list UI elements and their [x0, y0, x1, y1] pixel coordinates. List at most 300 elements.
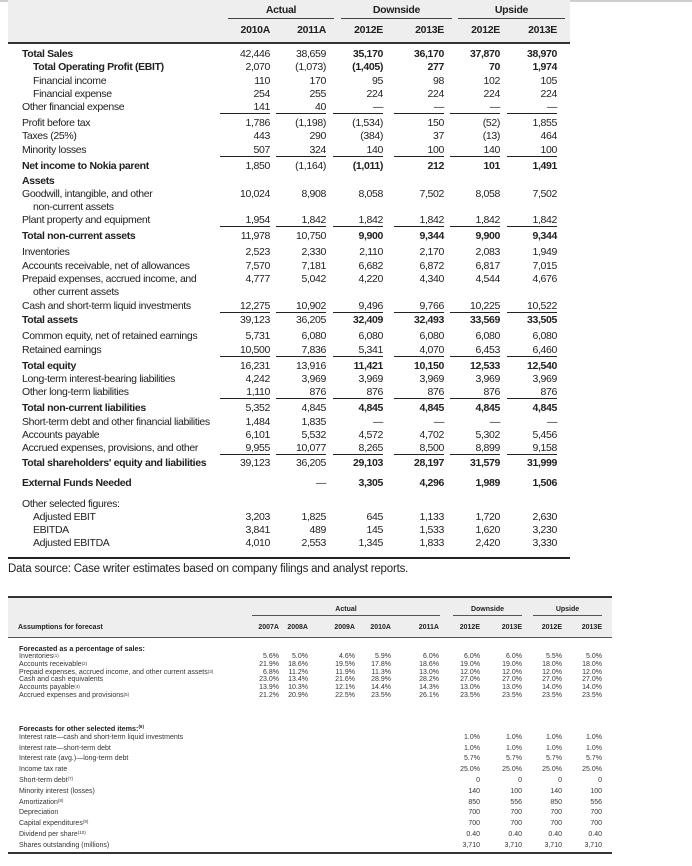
row-label-text: Interest rate (avg.)—long-term debt [19, 755, 129, 763]
row-label [19, 841, 109, 852]
cell-value: 23.5% [371, 691, 391, 699]
cell-value: 6,080 [475, 330, 500, 343]
cell-value: 18.6% [288, 660, 308, 668]
section-heading-text: Forecasts for other selected items: [19, 723, 139, 733]
cell-value: 6,080 [301, 330, 326, 343]
table-row [0, 246, 692, 259]
cell-value: 36,170 [413, 48, 444, 60]
cell-value: 10.3% [288, 684, 308, 692]
row-label [19, 819, 88, 830]
cell-value: 38,970 [526, 48, 557, 60]
cell-value: 100 [590, 787, 602, 795]
cell-value: 1.0% [546, 733, 562, 741]
row-label: Total Operating Profit (EBIT) [33, 61, 164, 74]
cell-value: — [394, 101, 444, 114]
cell-value: 850 [550, 798, 562, 806]
assumptions-table-body [0, 644, 692, 852]
row-label [19, 661, 87, 669]
cell-value: 1.0% [586, 733, 602, 741]
financials-table-body [0, 48, 692, 551]
table-row [0, 776, 692, 787]
cell-value: 140 [333, 144, 383, 157]
row-label-text: Minority interest (losses) [19, 787, 95, 795]
cell-value: 700 [590, 809, 602, 817]
cell-value: 12.0% [542, 668, 562, 676]
cell-value: 2,170 [419, 246, 444, 259]
cell-value: 13.0% [460, 684, 480, 692]
cell-value: 110 [254, 74, 270, 87]
cell-value: 12.1% [335, 684, 355, 692]
cell-value: 14.0% [542, 684, 562, 692]
cell-value: 9,344 [419, 230, 444, 243]
cell-value: 4,544 [475, 273, 500, 285]
cell-value: 3,330 [532, 537, 557, 550]
cell-value: 10,225 [450, 300, 500, 313]
cell-value: 4,845 [419, 402, 444, 415]
cell-value: 1,825 [301, 510, 326, 523]
year-header: 2013E [528, 24, 557, 36]
cell-value: 876 [450, 386, 500, 399]
cell-value: 224 [427, 87, 444, 100]
cell-value: (1,534) [352, 117, 383, 130]
year-header: 2011A [297, 24, 326, 36]
table-row [0, 830, 692, 841]
row-label [19, 744, 111, 755]
row-label: Inventories [22, 246, 70, 259]
cell-value: 9,496 [333, 300, 383, 313]
cell-value: 0 [518, 776, 522, 784]
data-source-note: Data source: Case writer estimates based on company filings and analyst reports. [8, 563, 409, 575]
cell-value: 21.6% [335, 676, 355, 684]
cell-value: 12,540 [526, 359, 557, 372]
assumptions-title: Assumptions for forecast [18, 624, 103, 631]
cell-value: 4,340 [419, 273, 444, 285]
cell-value: 21.2% [259, 691, 279, 699]
cell-value: 11,978 [240, 230, 270, 243]
cell-value: 6,682 [358, 259, 383, 272]
cell-value: 9,955 [220, 442, 270, 455]
section-heading [0, 724, 692, 733]
cell-value: 1,484 [245, 415, 270, 428]
cell-value: 8,058 [358, 187, 383, 200]
cell-value: 1,835 [301, 415, 326, 428]
cell-value: 5,042 [301, 273, 326, 285]
cell-value: 9,344 [532, 230, 557, 243]
year-header: 2008A [287, 624, 308, 631]
cell-value: 102 [483, 74, 500, 87]
cell-value: 13.0% [502, 684, 522, 692]
cell-value: — [489, 415, 500, 428]
row-label [19, 754, 128, 765]
group-actual: Actual [252, 606, 440, 616]
row-label: Accounts receivable, net of allowances [22, 259, 190, 272]
row-label [19, 669, 213, 677]
cell-value: 8,265 [333, 442, 383, 455]
cell-value: 255 [309, 87, 326, 100]
footnote-marker: (10) [77, 829, 86, 835]
cell-value: 290 [309, 130, 326, 143]
cell-value: 10,522 [507, 300, 557, 313]
cell-value: 6.0% [506, 653, 522, 660]
row-label-text: Short-term debt [19, 776, 68, 784]
table-row [0, 175, 692, 188]
cell-value: 1,786 [245, 117, 270, 130]
cell-value: 2,420 [475, 537, 500, 550]
cell-value: 0.40 [548, 830, 562, 838]
cell-value: 2,083 [475, 246, 500, 259]
section-spacer [0, 700, 692, 724]
cell-value: 3,710 [462, 841, 480, 849]
cell-value: 5.7% [586, 755, 602, 763]
row-label-text: Interest rate—short-term debt [19, 744, 111, 752]
cell-value: 27.0% [582, 676, 602, 684]
row-label: Adjusted EBIT [33, 510, 96, 523]
cell-value: 23.0% [259, 676, 279, 684]
cell-value: 5,302 [475, 428, 500, 441]
row-label: Total shareholders' equity and liabilities [22, 456, 207, 469]
cell-value: 6.0% [423, 653, 439, 660]
table-row [0, 787, 692, 798]
cell-value: 5.7% [546, 755, 562, 763]
cell-value: 4,010 [245, 537, 270, 550]
cell-value: 1,133 [419, 510, 444, 523]
cell-value: 556 [590, 798, 602, 806]
cell-value: (1,198) [295, 117, 326, 130]
row-label [19, 808, 58, 819]
cell-value: 9,900 [358, 230, 383, 243]
cell-value: 27.0% [542, 676, 562, 684]
cell-value: 700 [468, 820, 480, 828]
year-header: 2013E [581, 624, 602, 631]
table-row [0, 661, 692, 669]
section-heading [0, 644, 692, 653]
row-label: Plant property and equipment [22, 214, 150, 227]
cell-value: 13.0% [419, 668, 439, 676]
cell-value: 6,817 [475, 259, 500, 272]
group-upside: Upside [533, 606, 602, 616]
row-label: Assets [22, 174, 55, 187]
cell-value: 5.7% [506, 755, 522, 763]
cell-value: 38,659 [295, 48, 326, 60]
table-row [0, 144, 692, 157]
cell-value: (13) [482, 130, 500, 143]
row-label: Cash and short-term liquid investments [22, 299, 191, 312]
table-row [0, 653, 692, 661]
row-label [19, 787, 95, 798]
cell-value: 5.7% [464, 755, 480, 763]
table-row [0, 429, 692, 442]
table-row [0, 744, 692, 755]
table-row [0, 798, 692, 809]
table-row [0, 684, 692, 692]
cell-value: 876 [276, 386, 326, 399]
row-label-text: Accounts receivable [19, 660, 82, 668]
row-label: Financial income [33, 74, 107, 87]
cell-value: 10,077 [276, 442, 326, 455]
table-row [0, 344, 692, 357]
cell-value: 2,553 [301, 537, 326, 550]
year-header: 2010A [370, 624, 391, 631]
cell-value: 1,855 [532, 117, 557, 130]
cell-value: 7,502 [419, 187, 444, 200]
cell-value: 25.0% [582, 766, 602, 774]
section-heading-label [19, 644, 145, 653]
table-row [0, 676, 692, 684]
cell-value: 100 [510, 787, 522, 795]
footnote-marker: (3) [207, 668, 214, 674]
cell-value: 9,900 [475, 230, 500, 243]
cell-value: 4,296 [419, 477, 444, 490]
cell-value: 140 [550, 787, 562, 795]
cell-value: 0.40 [508, 830, 522, 838]
cell-value: 1,620 [475, 524, 500, 537]
cell-value: 20.9% [288, 691, 308, 699]
footnote-marker: (1) [53, 653, 59, 658]
cell-value: 7,836 [276, 344, 326, 357]
table-row [0, 416, 692, 429]
row-label [19, 733, 183, 744]
year-header: 2010A [240, 24, 270, 36]
year-header: 2013E [501, 624, 522, 631]
table-row [0, 669, 692, 677]
year-header: 2012E [471, 24, 500, 36]
cell-value: 1.0% [464, 744, 480, 752]
cell-value: 2,070 [245, 61, 270, 74]
table-row [0, 214, 692, 227]
cell-value: 464 [540, 130, 557, 143]
cell-value: (1,164) [295, 159, 326, 172]
row-label [19, 692, 129, 700]
cell-value: 6,460 [507, 344, 557, 357]
cell-value: 1,345 [358, 537, 383, 550]
cell-value: 18.0% [542, 660, 562, 668]
cell-value: 4.6% [339, 653, 355, 660]
cell-value: 10,750 [295, 230, 326, 243]
table-row [0, 230, 692, 243]
table-row [0, 692, 692, 700]
table-row [0, 819, 692, 830]
cell-value: 556 [510, 798, 522, 806]
cell-value: 22.5% [335, 691, 355, 699]
cell-value: 10,024 [239, 187, 270, 200]
cell-value: 8,500 [394, 442, 444, 455]
cell-value: 95 [372, 74, 383, 87]
cell-value: 700 [550, 820, 562, 828]
cell-value: 11,421 [353, 359, 383, 372]
table-row [0, 188, 692, 201]
cell-value: 4,845 [358, 402, 383, 415]
cell-value: 700 [468, 809, 480, 817]
cell-value: 14.0% [582, 684, 602, 692]
cell-value: (1,011) [352, 159, 383, 172]
cell-value: 31,579 [469, 456, 500, 469]
cell-value: 876 [333, 386, 383, 399]
cell-value: 4,777 [245, 273, 270, 285]
cell-value: 25.0% [460, 766, 480, 774]
cell-value: 4,220 [358, 273, 383, 285]
cell-value: 3,305 [358, 477, 383, 490]
cell-value: 100 [394, 144, 444, 157]
cell-value: 17.8% [371, 660, 391, 668]
cell-value: 1,949 [532, 246, 557, 259]
cell-value: 37,870 [469, 48, 500, 60]
row-label-text: Accrued expenses and provisions [19, 691, 124, 699]
cell-value: 141 [220, 101, 270, 114]
row-label [19, 676, 103, 684]
row-label-text: Interest rate—cash and short-term liquid investments [19, 733, 184, 741]
year-header: 2012E [354, 24, 383, 36]
footnote-marker: (6) [138, 723, 144, 729]
table-row [0, 524, 692, 537]
cell-value: 10,150 [413, 359, 444, 372]
cell-value: 101 [483, 159, 500, 172]
cell-value: 1,850 [245, 159, 270, 172]
cell-value: 6,080 [419, 330, 444, 343]
row-label-text: Prepaid expenses, accrued income, and other current assets [19, 668, 208, 676]
cell-value: (52) [482, 117, 500, 130]
cell-value: 10,500 [220, 344, 270, 357]
cell-value: 3,969 [532, 372, 557, 385]
cell-value: 7,015 [532, 259, 557, 272]
cell-value: 3,969 [358, 372, 383, 385]
row-label: Other selected figures: [22, 497, 120, 510]
row-label-text: Inventories [19, 653, 54, 660]
table-row [0, 754, 692, 765]
cell-value: 850 [468, 798, 480, 806]
table-row [0, 373, 692, 386]
table-row [0, 61, 692, 74]
row-label: Goodwill, intangible, and other [22, 187, 153, 200]
cell-value: 3,841 [245, 524, 270, 537]
cell-value: 4,070 [394, 344, 444, 357]
cell-value: 3,203 [245, 510, 270, 523]
cell-value: 150 [427, 117, 444, 130]
cell-value: 28.9% [371, 676, 391, 684]
year-header: 2012E [459, 624, 480, 631]
row-label: Other long-term liabilities [22, 386, 129, 399]
cell-value: 1,842 [450, 214, 500, 227]
row-label: Taxes (25%) [22, 130, 77, 143]
cell-value: 36,205 [295, 456, 326, 469]
row-label: Adjusted EBITDA [33, 537, 110, 550]
table-row [0, 841, 692, 852]
year-header: 2013E [415, 24, 444, 36]
cell-value: 25.0% [502, 766, 522, 774]
cell-value: 11.3% [371, 668, 391, 676]
cell-value: 6.8% [263, 668, 279, 676]
cell-value: 1,110 [220, 386, 270, 399]
cell-value: 29,103 [352, 456, 383, 469]
row-label: Total equity [22, 359, 76, 372]
cell-value: — [546, 415, 557, 428]
cell-value: 25.0% [542, 766, 562, 774]
group-actual: Actual [228, 4, 334, 19]
cell-value: 4,676 [532, 273, 557, 285]
table-row [0, 300, 692, 313]
table-row [0, 130, 692, 143]
cell-value: 3,710 [544, 841, 562, 849]
year-header: 2009A [334, 624, 355, 631]
cell-value: 5,731 [245, 330, 270, 343]
table-row [0, 48, 692, 61]
cell-value: 35,170 [352, 48, 383, 60]
cell-value: 5.9% [375, 653, 391, 660]
cell-value: 7,502 [532, 187, 557, 200]
cell-value: 3,969 [301, 372, 326, 385]
cell-value: 5.5% [546, 653, 562, 660]
row-label-text: Shares outstanding (millions) [19, 841, 110, 849]
cell-value: 8,899 [450, 442, 500, 455]
row-label-continuation [0, 286, 692, 299]
financials-table-header [8, 0, 570, 44]
cell-value: 700 [590, 820, 602, 828]
cell-value: 876 [507, 386, 557, 399]
row-label: Other financial expense [22, 101, 125, 114]
row-label: Common equity, net of retained earnings [22, 330, 198, 343]
row-label-text: Income tax rate [19, 766, 68, 774]
row-label: non-current assets [33, 201, 114, 214]
row-label: Total Sales [22, 48, 73, 60]
cell-value: 254 [253, 87, 270, 100]
cell-value: 21.9% [259, 660, 279, 668]
cell-value: 0.40 [588, 830, 602, 838]
cell-value: 8,908 [301, 187, 326, 200]
row-label: Financial expense [33, 87, 112, 100]
cell-value: 1,842 [276, 214, 326, 227]
cell-value: 443 [253, 130, 270, 143]
cell-value: 3,969 [475, 372, 500, 385]
row-label: Prepaid expenses, accrued income, and [22, 273, 197, 285]
table-row [0, 330, 692, 343]
cell-value: 1,833 [419, 537, 444, 550]
cell-value: 26.1% [419, 691, 439, 699]
table-row [0, 101, 692, 114]
cell-value: 5.0% [586, 653, 602, 660]
cell-value: 6,872 [419, 259, 444, 272]
table-row [0, 75, 692, 88]
cell-value: 27.0% [460, 676, 480, 684]
cell-value: 2,630 [532, 510, 557, 523]
table-row [0, 765, 692, 776]
cell-value: 170 [309, 74, 326, 87]
table-row [0, 733, 692, 744]
cell-value: 23.5% [542, 691, 562, 699]
table-row [0, 117, 692, 130]
cell-value: 507 [220, 144, 270, 157]
cell-value: 42,446 [239, 48, 270, 60]
cell-value: — [333, 101, 383, 114]
row-label: Long-term interest-bearing liabilities [22, 372, 176, 385]
cell-value: 3,710 [504, 841, 522, 849]
assumptions-table-header [8, 598, 612, 638]
row-label-text: Dividend per share [19, 830, 78, 838]
year-header: 2011A [418, 624, 439, 631]
cell-value: 32,409 [352, 314, 383, 327]
cell-value: 12.0% [582, 668, 602, 676]
cell-value: 7,570 [245, 259, 270, 272]
row-label: Short-term debt and other financial liabilities [22, 415, 210, 428]
cell-value: 105 [540, 74, 557, 87]
cell-value: 2,523 [245, 246, 270, 259]
cell-value: 19.0% [460, 660, 480, 668]
cell-value: 0 [476, 776, 480, 784]
cell-value: 18.0% [582, 660, 602, 668]
row-label: Total non-current assets [22, 230, 136, 243]
cell-value: — [315, 477, 326, 490]
row-label: Accounts payable [22, 428, 100, 441]
cell-value: 5,341 [333, 344, 383, 357]
cell-value: 1,842 [507, 214, 557, 227]
